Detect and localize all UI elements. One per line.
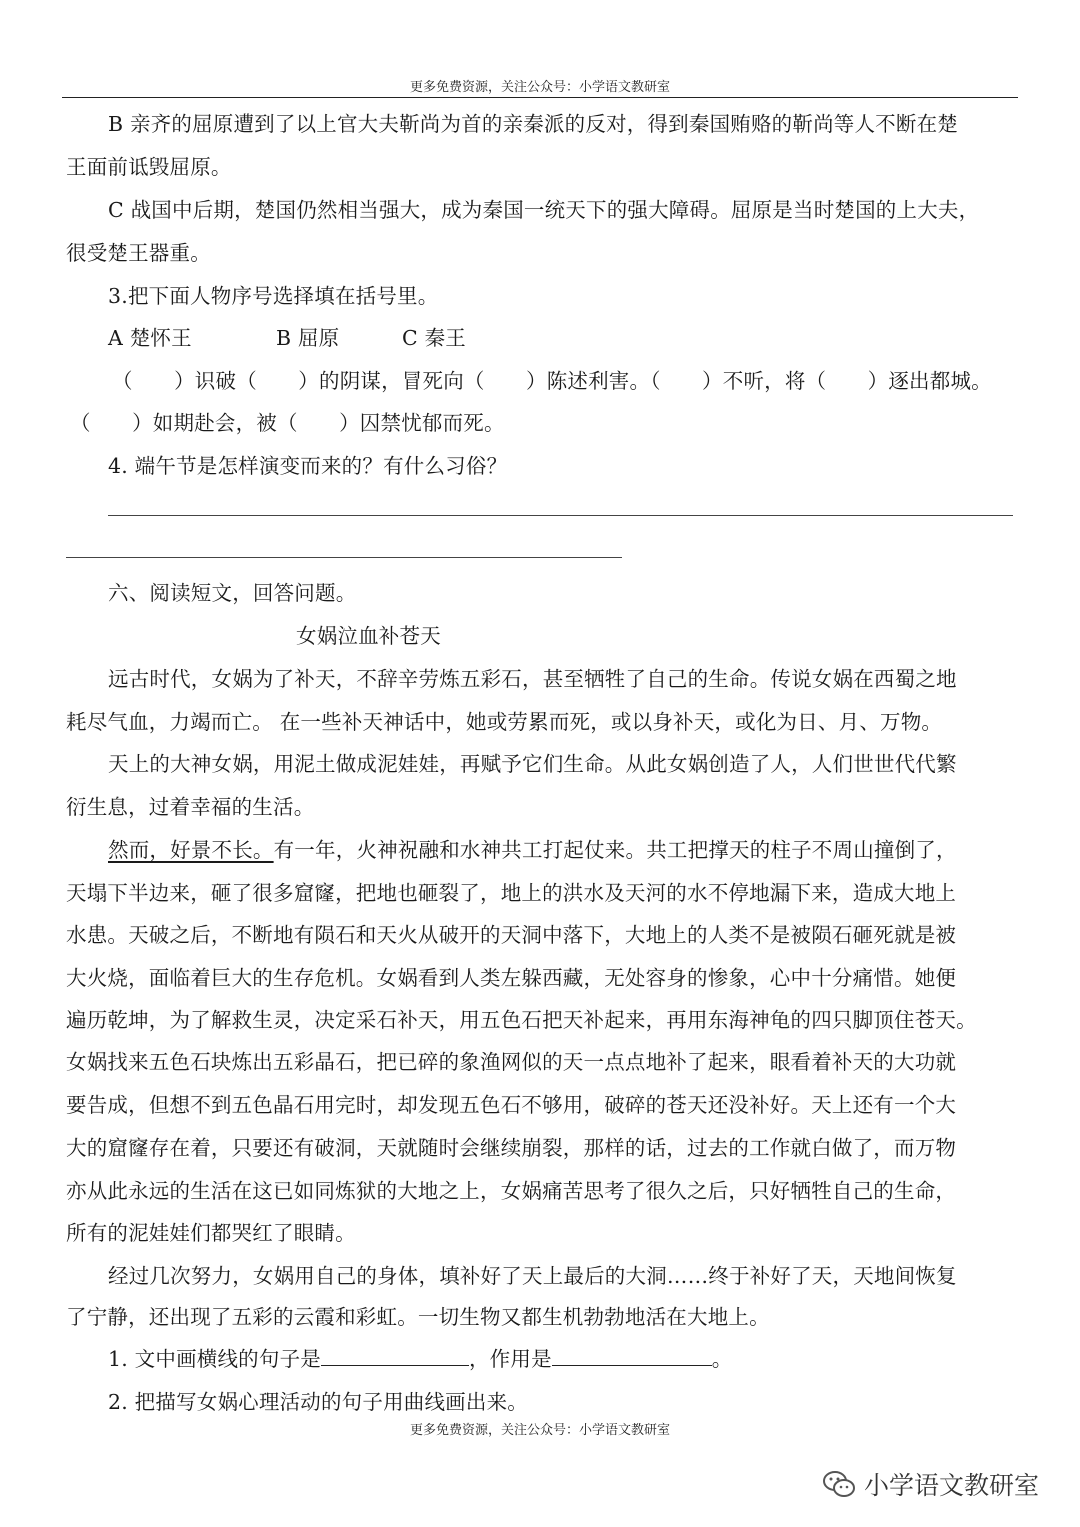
paragraph-line: 遍历乾坤，为了解救生灵，决定采石补天，用五色石把天补起来，再用东海神龟的四只脚顶住苍天。 [66,1008,977,1032]
paragraph-line: 天上的大神女娲，用泥土做成泥娃娃，再赋予它们生命。从此女娲创造了人，人们世世代代繁 [108,752,957,776]
paragraph-line [108,833,957,863]
option-b-line-2: 王面前诋毁屈原。 [66,155,232,179]
question-3: 3.把下面人物序号选择填在括号里。 [108,284,439,308]
answer-blank-1[interactable] [321,1347,469,1366]
option-c-line-1: C 战国中后期，楚国仍然相当强大，成为秦国一统天下的强大障碍。屈原是当时楚国的上大夫， [108,198,980,222]
paragraph-line: 要告成，但想不到五色晶石用完时，却发现五色石不够用，破碎的苍天还没补好。天上还有一个大 [66,1093,957,1117]
section-6-heading: 六、阅读短文，回答问题。 [108,581,357,605]
choice-c: C 秦王 [402,326,467,350]
choice-a: A 楚怀王 [108,326,192,350]
paragraph-line: 大的窟窿存在着，只要还有破洞，天就随时会继续崩裂，那样的话，过去的工作就白做了，而万物 [66,1136,957,1160]
watermark-text: 小学语文教研室 [864,1471,1040,1500]
option-c-line-2: 很受楚王器重。 [66,241,211,265]
header-divider [62,97,1018,98]
watermark [822,1466,1039,1502]
question-1: 1. 文中画横线的句子是 ，作用是 。 [108,1347,733,1371]
fill-blank-line-1: （ ）识破（ ）的阴谋，冒死向（ ）陈述利害。（ ）不听，将（ ）逐出都城。 [112,369,992,393]
paragraph-line: 女娲找来五色石块炼出五彩晶石，把已碎的象渔网似的天一点点地补了起来，眼看着补天的大功就 [66,1050,957,1074]
option-b-line-1: B 亲齐的屈原遭到了以上官大夫靳尚为首的亲秦派的反对，得到秦国贿赂的靳尚等人不断在楚 [108,112,958,136]
paragraph-line: 经过几次努力，女娲用自己的身体，填补好了天上最后的大洞……终于补好了天，天地间恢复 [108,1264,957,1288]
paragraph-line: 了宁静，还出现了五彩的云霞和彩虹。一切生物又都生机勃勃地活在大地上。 [66,1305,770,1329]
paragraph-line: 亦从此永远的生活在这已如同炼狱的大地之上，女娲痛苦思考了很久之后，只好牺牲自己的生命， [66,1179,957,1203]
answer-blank-2[interactable] [552,1347,712,1366]
paragraph-line: 大火烧，面临着巨大的生存危机。女娲看到人类左躲西藏，无处容身的惨象，心中十分痛惜。她便 [66,966,957,990]
paragraph-line: 耗尽气血，力竭而亡。 在一些补天神话中，她或劳累而死，或以身补天，或化为日、月、万物。 [66,710,943,734]
page-header: 更多免费资源，关注公众号：小学语文教研室 [409,80,670,95]
underlined-sentence: 然而，好景不长。 [108,838,274,862]
answer-line-1[interactable] [108,515,1013,516]
fill-blank-line-2: （ ）如期赴会，被（ ）囚禁忧郁而死。 [70,411,505,435]
paragraph-line: 远古时代，女娲为了补天，不辞辛劳炼五彩石，甚至牺牲了自己的生命。传说女娲在西蜀之地 [108,667,957,691]
paragraph-line: 衍生息，过着幸福的生活。 [66,795,315,819]
paragraph-line: 天塌下半边来，砸了很多窟窿，把地也砸裂了，地上的洪水及天河的水不停地漏下来，造成大地上 [66,881,957,905]
story-title: 女娲泣血补苍天 [296,624,441,648]
wechat-icon [822,1469,856,1499]
page-footer: 更多免费资源，关注公众号：小学语文教研室 [409,1423,670,1438]
question-4: 4. 端午节是怎样演变而来的？有什么习俗？ [108,454,508,478]
paragraph-line: 所有的泥娃娃们都哭红了眼睛。 [66,1221,356,1245]
choice-b: B 屈原 [276,326,340,350]
paragraph-text: 有一年，火神祝融和水神共工打起仗来。共工把撑天的柱子不周山撞倒了， [273,838,957,862]
answer-line-2[interactable] [66,557,622,558]
paragraph-line: 水患。天破之后，不断地有陨石和天火从破开的天洞中落下，大地上的人类不是被陨石砸死就是被 [66,923,957,947]
question-2: 2. 把描写女娲心理活动的句子用曲线画出来。 [108,1390,528,1414]
